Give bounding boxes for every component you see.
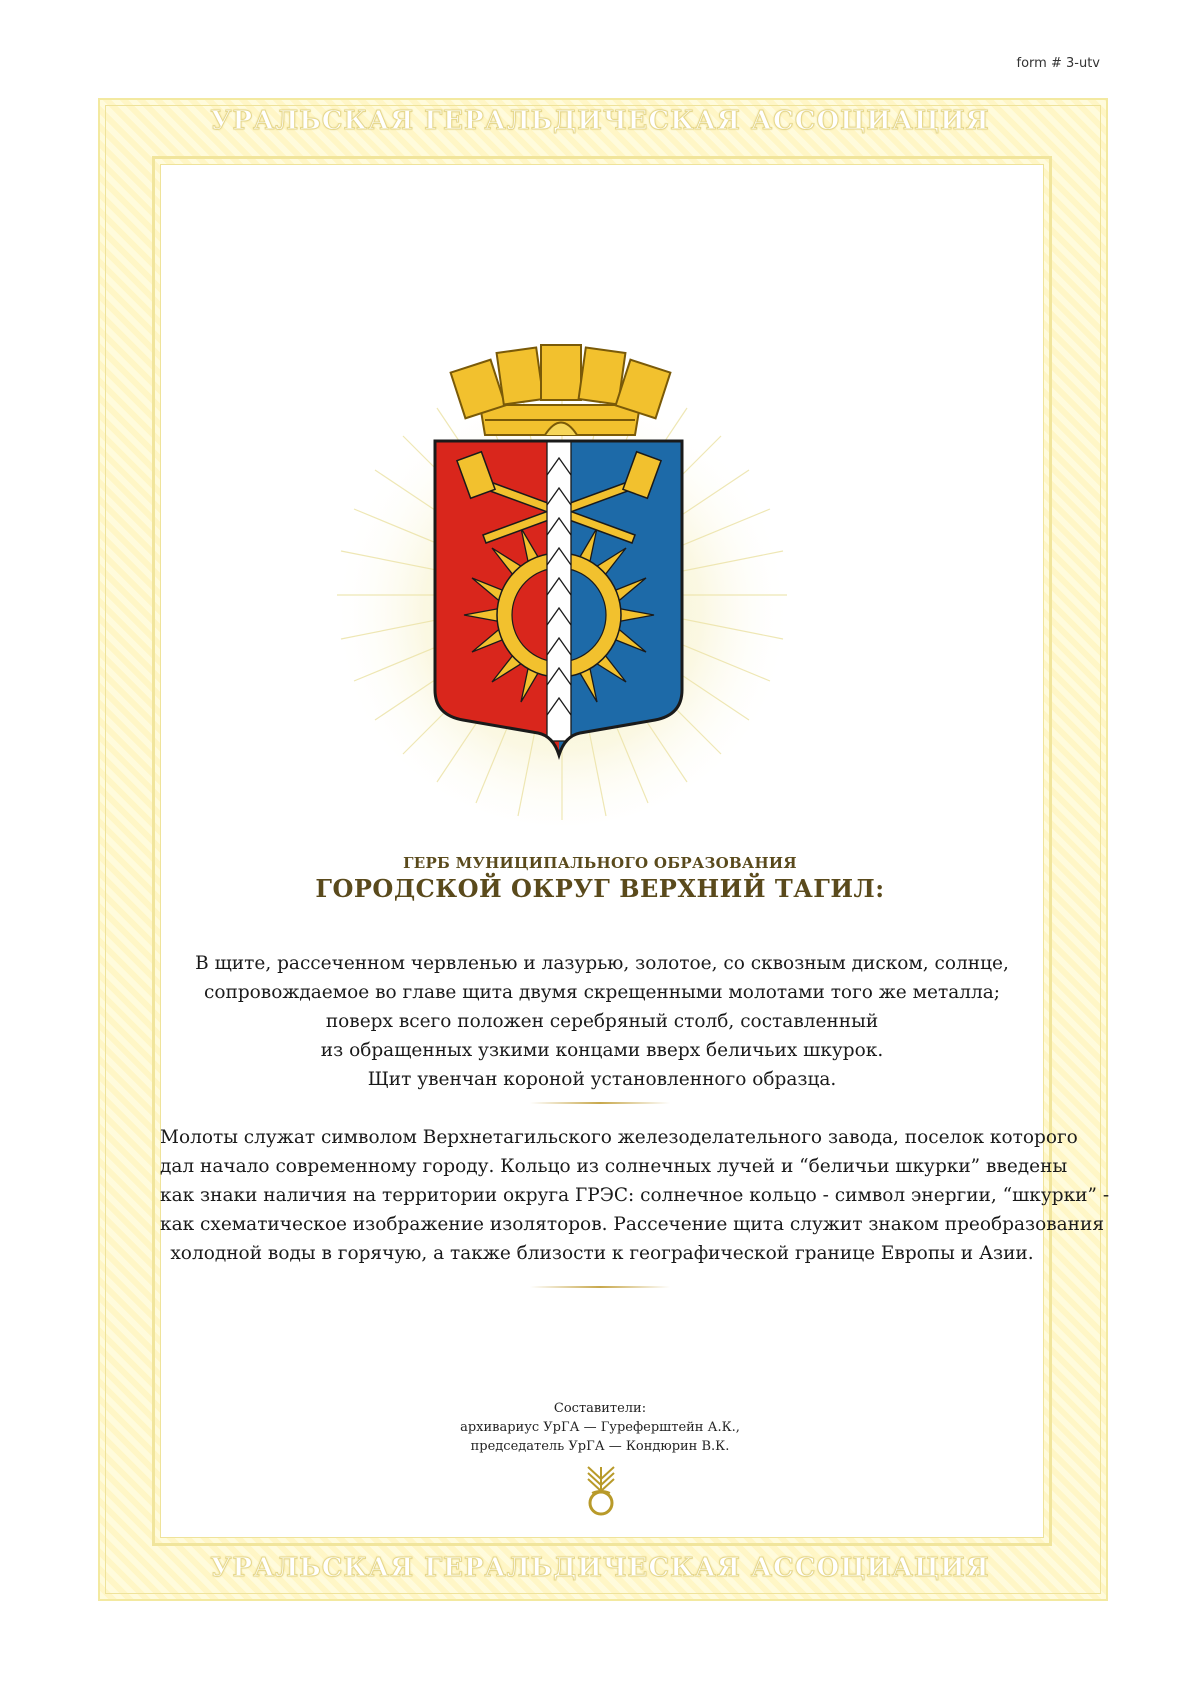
credits-line: архивариус УрГА — Гуреферштейн А.К., [460, 1420, 740, 1435]
meaning-line: дал начало современному городу. Кольцо из солнечных лучей и “беличьи шкурки” введены [160, 1156, 1068, 1177]
document-subtitle: ГЕРБ МУНИЦИПАЛЬНОГО ОБРАЗОВАНИЯ [403, 854, 797, 872]
blazon-paragraph [160, 949, 1044, 1094]
meaning-line: Молоты служат символом Верхнетагильского железоделательного завода, поселок которого [160, 1127, 1078, 1148]
blazon-line: из обращенных узкими концами вверх беличьих шкурок. [320, 1040, 884, 1061]
credits-line: председатель УрГА — Кондюрин В.К. [470, 1439, 730, 1454]
divider [530, 1102, 670, 1104]
crown [451, 345, 671, 435]
blazon-line: Щит увенчан короной установленного образца. [367, 1069, 837, 1090]
coat-of-arms-icon [335, 330, 865, 830]
credits-heading: Составители: [553, 1401, 647, 1416]
meaning-line: холодной воды в горячую, а также близости к географической границе Европы и Азии. [170, 1243, 1034, 1264]
divider [530, 1286, 670, 1288]
ural-heraldic-association-logo-icon [580, 1461, 622, 1519]
document-title: ГОРОДСКОЙ ОКРУГ ВЕРХНИЙ ТАГИЛ: [315, 874, 885, 903]
blazon-line: В щите, рассеченном червленью и лазурью, золотое, со сквозным диском, солнце, [195, 953, 1009, 974]
association-band-bottom: УРАЛЬСКАЯ ГЕРАЛЬДИЧЕСКАЯ АССОЦИАЦИЯ [210, 1553, 990, 1583]
blazon-line: поверх всего положен серебряный столб, составленный [325, 1011, 879, 1032]
meaning-paragraph [160, 1123, 1110, 1268]
credits [0, 1399, 1200, 1456]
meaning-line: как схематическое изображение изоляторов. Рассечение щита служит знаком преобразования [160, 1214, 1105, 1235]
blazon-line: сопровождаемое во главе щита двумя скрещенными молотами того же металла; [204, 982, 1000, 1003]
silver-pale [547, 441, 571, 741]
meaning-line: как знаки наличия на территории округа ГРЭС: солнечное кольцо - символ энергии, “шкурки” - [160, 1185, 1110, 1206]
association-band-top: УРАЛЬСКАЯ ГЕРАЛЬДИЧЕСКАЯ АССОЦИАЦИЯ [210, 106, 990, 136]
form-number: form # 3-utv [1016, 56, 1100, 71]
